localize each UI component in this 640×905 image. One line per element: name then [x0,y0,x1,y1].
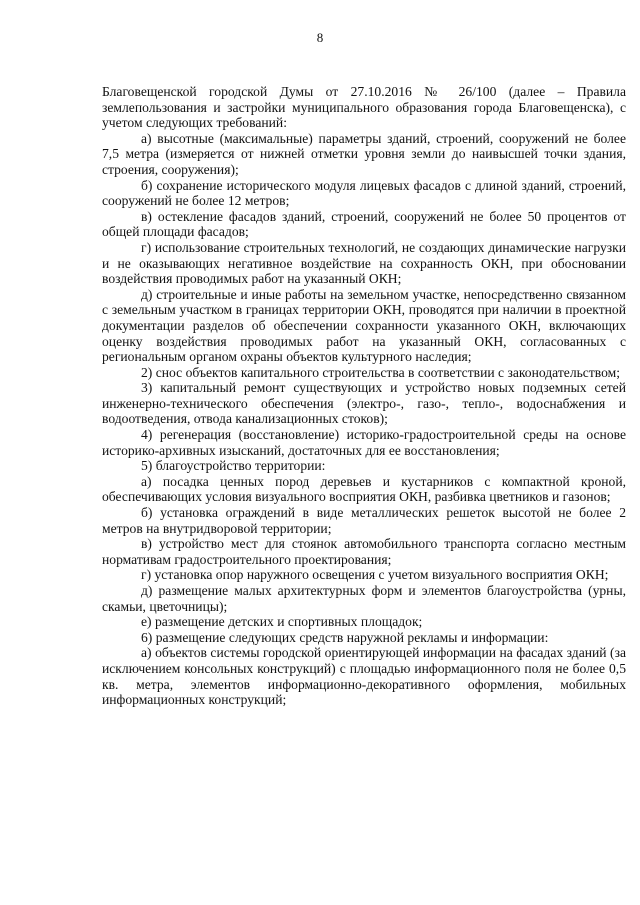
paragraph: а) посадка ценных пород деревьев и кустарников с компактной кроной, обеспечивающих условия визуального восприятия ОКН, разбивка цветников и газонов; [102,473,626,505]
paragraph: в) устройство мест для стоянок автомобильного транспорта согласно местным нормативам градостроительного проектирования; [102,536,626,567]
paragraph: 2) снос объектов капитального строительства в соответствии с законодательством; [141,364,621,380]
paragraph: в) остекление фасадов зданий, строений, сооружений не более 50 процентов от общей площади фасадов; [102,208,626,240]
paragraph: д) размещение малых архитектурных форм и элементов благоустройства (урны, скамьи, цветочницы); [102,583,626,614]
paragraph: а) высотные (максимальные) параметры зданий, строений, сооружений не более 7,5 метра (измеряется от нижней отметки уровня земли до наивысшей точки здания, строения, сооружения); [102,130,626,177]
paragraph: б) установка ограждений в виде металлических решеток высотой не более 2 метров на внутридворовой территории; [102,505,626,536]
paragraph: а) объектов системы городской ориентирующей информации на фасадах зданий (за исключением консольных конструкций) с площадью информационного поля не более 0,5 кв. метра, элементов информационно-декоративного оформления, мобильных информационных конструкций; [102,645,626,708]
paragraph: д) строительные и иные работы на земельном участке, непосредственно связанном с земельным участком в границах территории ОКН, проводятся при наличии в проектной документации разделов об обеспечении сохранности указанного ОКН, включающих оценку воздействия проводимых работ на указанный ОКН, согласованных с региональным органом охраны объектов культурного наследия; [102,286,626,365]
paragraph: Благовещенской городской Думы от 27.10.2016 № 26/100 (далее – Правила землепользования и застройки муниципального образования города Благовещенска), с учетом следующих требований: [102,84,626,131]
paragraph: 3) капитальный ремонт существующих и устройство новых подземных сетей инженерно-технического обеспечения (электро-, газо-, тепло-, водоснабжения и водоотведения, отвода канализационных стоков); [102,380,626,427]
paragraph: б) сохранение исторического модуля лицевых фасадов с длиной зданий, строений, сооружений не более 12 метров; [102,177,626,209]
paragraph: 6) размещение следующих средств наружной рекламы и информации: [141,629,549,645]
paragraph: г) использование строительных технологий, не создающих динамические нагрузки и не оказывающих негативное воздействие на сохранность ОКН, при обосновании воздействия проводимых работ на указанный ОКН; [102,239,626,287]
document-body [102,84,626,708]
page-number: 8 [316,30,324,45]
paragraph: е) размещение детских и спортивных площадок; [141,614,423,630]
paragraph: г) установка опор наружного освещения с учетом визуального восприятия ОКН; [141,567,609,583]
paragraph: 4) регенерация (восстановление) историко-градостроительной среды на основе историко-архивных изысканий, достаточных для ее восстановления; [102,427,626,458]
paragraph: 5) благоустройство территории: [141,458,326,474]
